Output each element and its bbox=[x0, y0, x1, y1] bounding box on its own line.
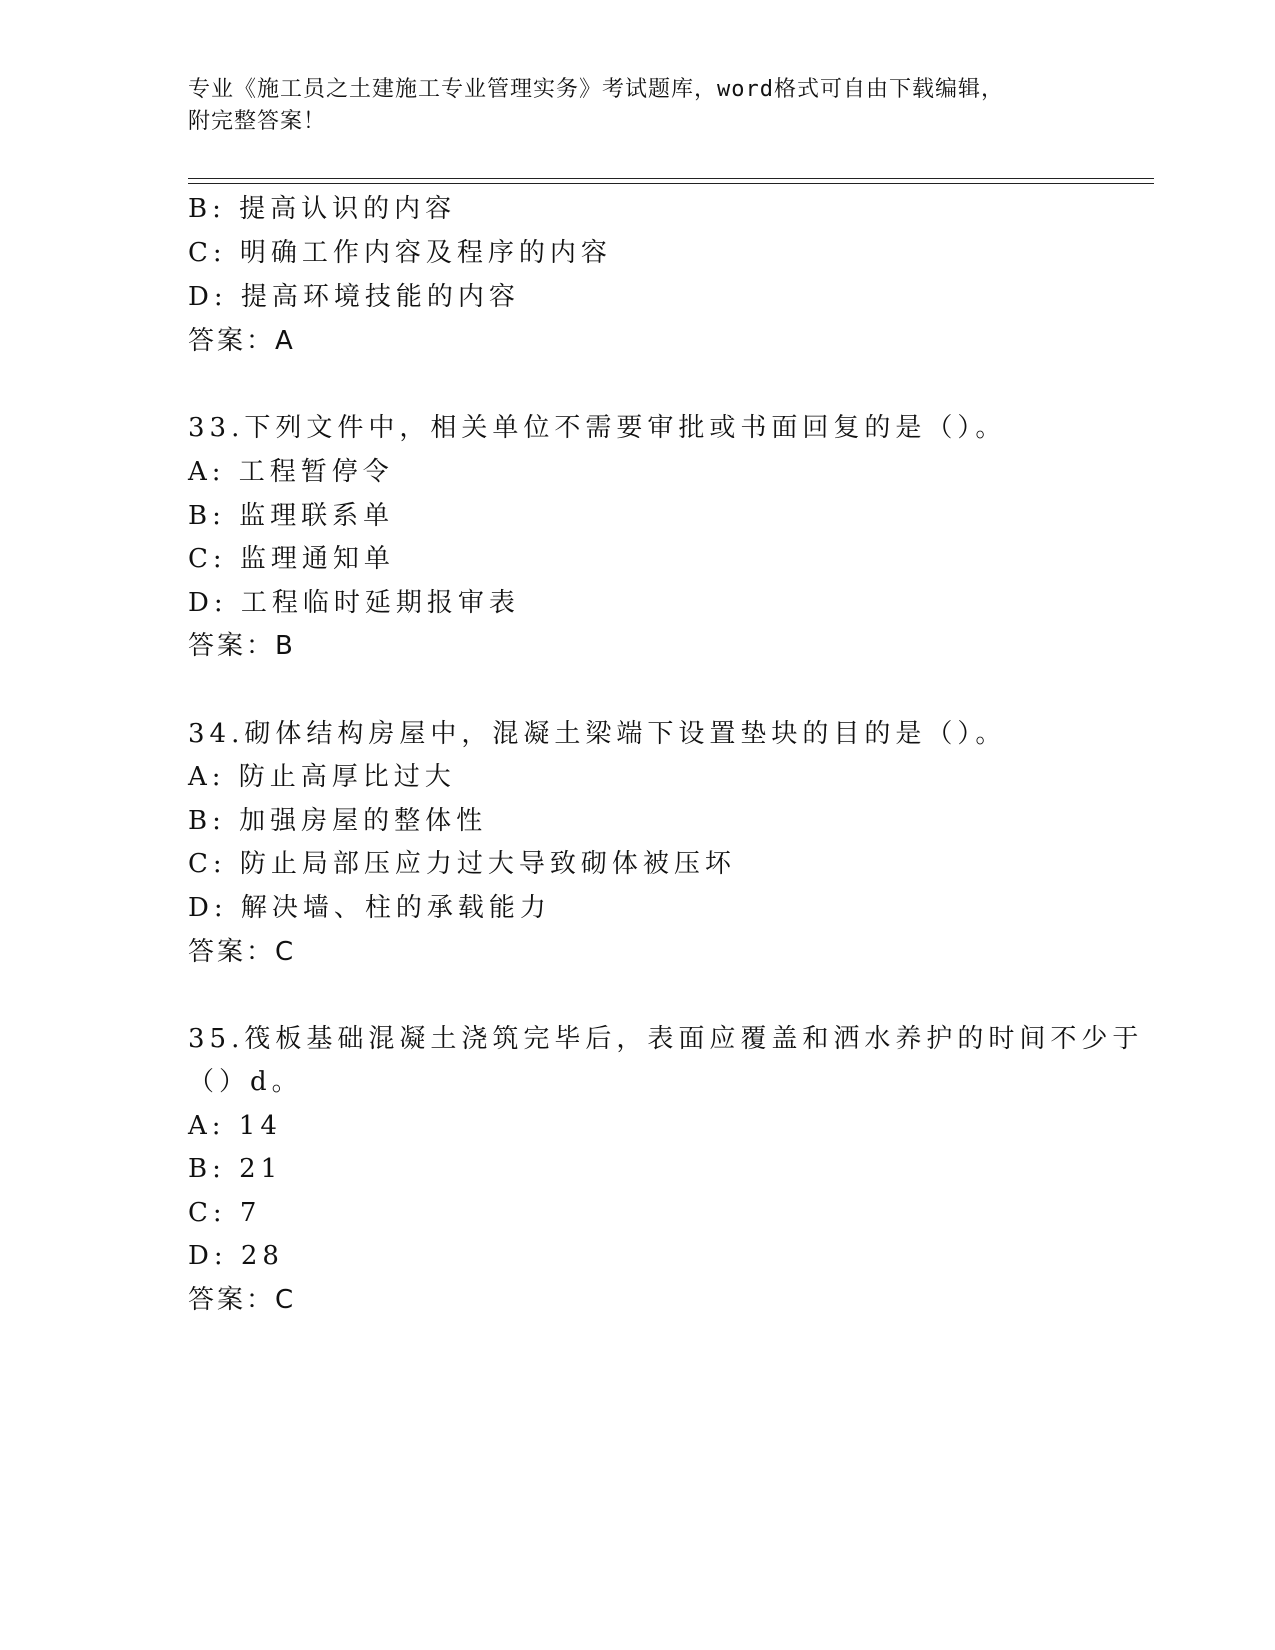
q35-option-b: B: 21 bbox=[188, 1154, 283, 1184]
header-line-2: 附完整答案！ bbox=[188, 109, 327, 134]
q34-option-a: A: 防止高厚比过大 bbox=[188, 762, 456, 792]
q32-option-c: C: 明确工作内容及程序的内容 bbox=[188, 238, 612, 268]
q35-option-c: C: 7 bbox=[188, 1198, 262, 1228]
q35-answer: 答案：C bbox=[188, 1285, 297, 1315]
q35-question-line-1: 35.筏板基础混凝土浇筑完毕后，表面应覆盖和洒水养护的时间不少于 bbox=[188, 1024, 1144, 1054]
q33-option-a: A: 工程暂停令 bbox=[188, 457, 394, 487]
q34-option-b: B: 加强房屋的整体性 bbox=[188, 806, 488, 836]
q33-answer: 答案：B bbox=[188, 631, 296, 661]
q34-answer: 答案：C bbox=[188, 937, 297, 967]
document-header bbox=[188, 74, 1068, 138]
q33-option-c: C: 监理通知单 bbox=[188, 544, 395, 574]
q35-option-d: D: 28 bbox=[188, 1241, 284, 1271]
q33-option-d: D: 工程临时延期报审表 bbox=[188, 588, 520, 618]
q32-answer: 答案：A bbox=[188, 326, 296, 356]
header-line-1: 专业《施工员之土建施工专业管理实务》考试题库，word格式可自由下载编辑， bbox=[188, 77, 1004, 102]
header-divider-top bbox=[188, 178, 1154, 179]
q33-question: 33.下列文件中，相关单位不需要审批或书面回复的是（）。 bbox=[188, 413, 1007, 443]
q35-option-a: A: 14 bbox=[188, 1111, 282, 1141]
q32-option-d: D: 提高环境技能的内容 bbox=[188, 282, 520, 312]
q34-option-d: D: 解决墙、柱的承载能力 bbox=[188, 893, 551, 923]
q32-option-b: B: 提高认识的内容 bbox=[188, 194, 457, 224]
q34-option-c: C: 防止局部压应力过大导致砌体被压坏 bbox=[188, 849, 736, 879]
q34-question: 34.砌体结构房屋中，混凝土梁端下设置垫块的目的是（）。 bbox=[188, 719, 1007, 749]
q35-question-line-2: （）d。 bbox=[188, 1067, 303, 1097]
q33-option-b: B: 监理联系单 bbox=[188, 501, 395, 531]
header-divider-bottom bbox=[188, 183, 1154, 184]
